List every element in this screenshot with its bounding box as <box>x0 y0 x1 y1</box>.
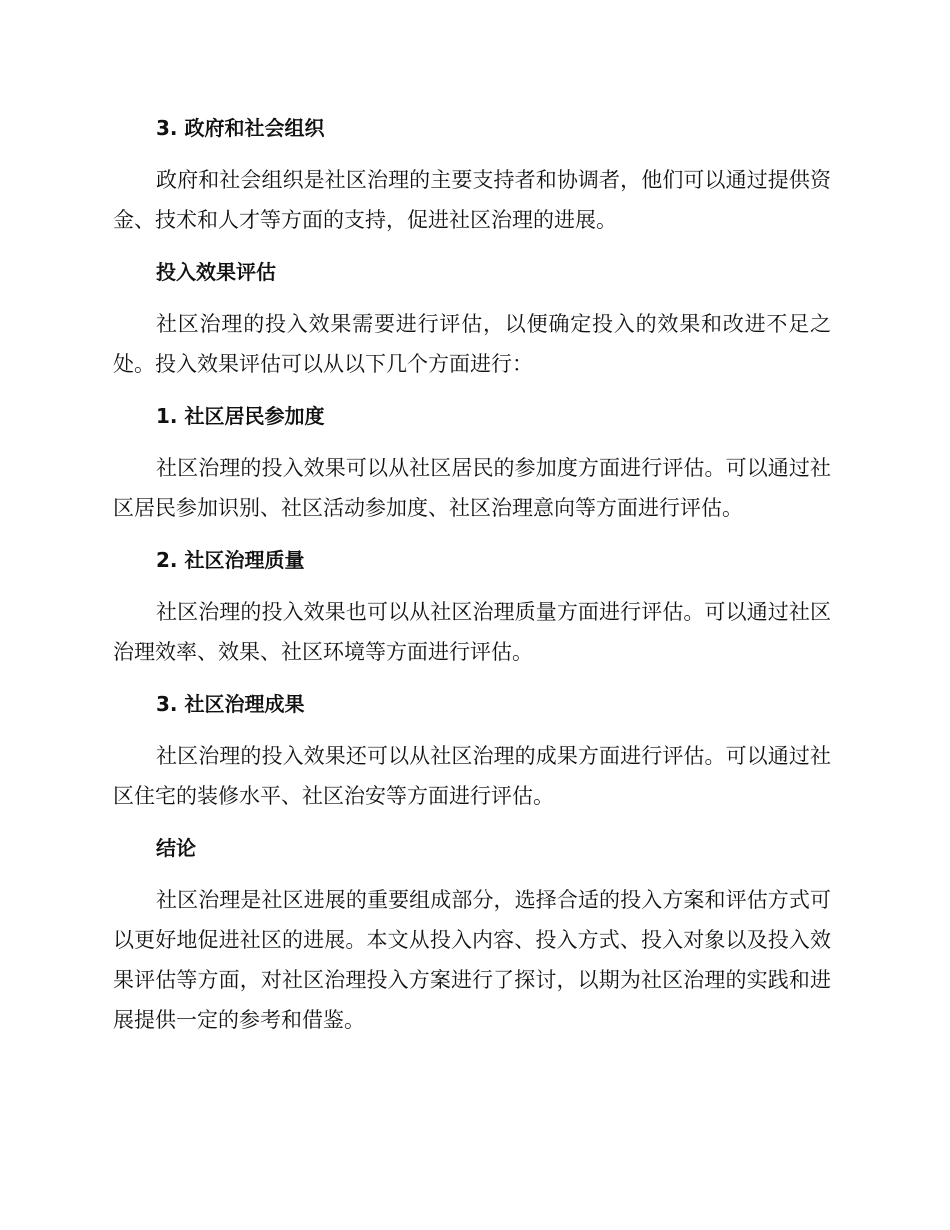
paragraph-government-orgs: 政府和社会组织是社区治理的主要支持者和协调者，他们可以通过提供资金、技术和人才等方面的支持，促进社区治理的进展。 <box>113 168 831 232</box>
paragraph-conclusion: 社区治理是社区进展的重要组成部分，选择合适的投入方案和评估方式可以更好地促进社区的进展。本文从投入内容、投入方式、投入对象以及投入效果评估等方面，对社区治理投入方案进行了探讨，以期为社区治理的实践和进展提供一定的参考和借鉴。 <box>113 888 831 1032</box>
section-heading-governance-results: 3. 社区治理成果 <box>156 692 305 716</box>
paragraph-governance-results: 社区治理的投入效果还可以从社区治理的成果方面进行评估。可以通过社区住宅的装修水平、社区治安等方面进行评估。 <box>113 744 831 808</box>
paragraph-effect-evaluation: 社区治理的投入效果需要进行评估，以便确定投入的效果和改进不足之处。投入效果评估可以从以下几个方面进行： <box>113 312 831 376</box>
paragraph-governance-quality: 社区治理的投入效果也可以从社区治理质量方面进行评估。可以通过社区治理效率、效果、社区环境等方面进行评估。 <box>113 600 831 664</box>
section-heading-effect-evaluation: 投入效果评估 <box>156 260 276 284</box>
section-heading-government-orgs: 3. 政府和社会组织 <box>156 116 325 140</box>
section-heading-governance-quality: 2. 社区治理质量 <box>156 548 305 572</box>
section-heading-conclusion: 结论 <box>156 836 196 860</box>
document-page <box>113 108 831 1052</box>
section-heading-resident-participation: 1. 社区居民参加度 <box>156 404 325 428</box>
paragraph-resident-participation: 社区治理的投入效果可以从社区居民的参加度方面进行评估。可以通过社区居民参加识别、社区活动参加度、社区治理意向等方面进行评估。 <box>113 456 831 520</box>
